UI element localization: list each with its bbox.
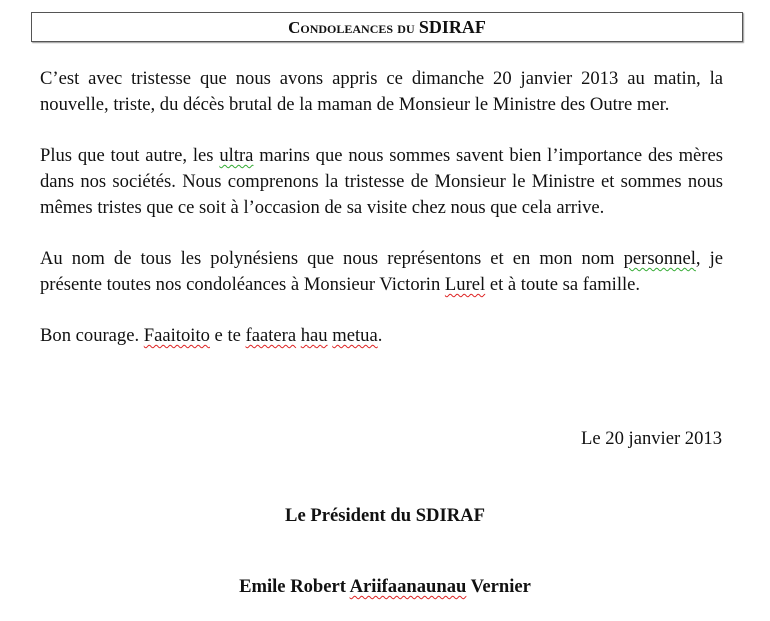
paragraph [40,66,723,118]
signature-title: Le Président du SDIRAF [285,505,485,526]
title-org: SDIRAF [418,17,486,37]
spellcheck-flagged-word: Faaitoito [143,325,210,346]
name-last: Vernier [466,576,531,597]
document-title [31,12,743,42]
spellcheck-flagged-word: faatera [245,325,297,346]
text-run: Bon courage. [40,325,144,346]
paragraph [40,143,723,221]
text-run: e te [209,325,246,346]
spellcheck-flagged-word: ultra [219,145,254,166]
signature-name [0,576,770,598]
text-run: marins que nous sommes savent bien l’importance des mères dans nos sociétés. Nous comprenons la tristesse de Monsieur le Ministre et sommes nous mêmes tristes que ce soit à l’occasion de sa visite chez nous que cela arrive. [40,145,723,218]
spellcheck-flagged-word: metua [332,325,378,346]
paragraph [40,246,723,298]
letter-date: Le 20 janvier 2013 [581,428,722,449]
text-run: Plus que tout autre, les [40,145,220,166]
name-flagged: Ariifaanaunau [349,576,467,597]
text-run: et à toute sa famille. [485,274,641,295]
text-run: Au nom de tous les polynésiens que nous représentons et en mon nom [40,248,624,269]
spellcheck-flagged-word: Lurel [444,274,486,295]
letter-body [40,66,723,374]
name-first: Emile Robert [239,576,350,597]
spellcheck-flagged-word: hau [300,325,328,346]
text-run: , je présente toutes nos condoléances à Monsieur Victorin [40,248,724,295]
text-run: C’est avec tristesse que nous avons appris ce dimanche 20 janvier 2013 au matin, la nouvelle, triste, du décès brutal de la maman de Monsieur le Ministre des Outre mer. [40,68,723,115]
spellcheck-flagged-word: personnel [623,248,696,269]
text-run: . [377,325,383,346]
paragraph [40,323,723,349]
title-prefix: Condoleances du [288,18,419,37]
